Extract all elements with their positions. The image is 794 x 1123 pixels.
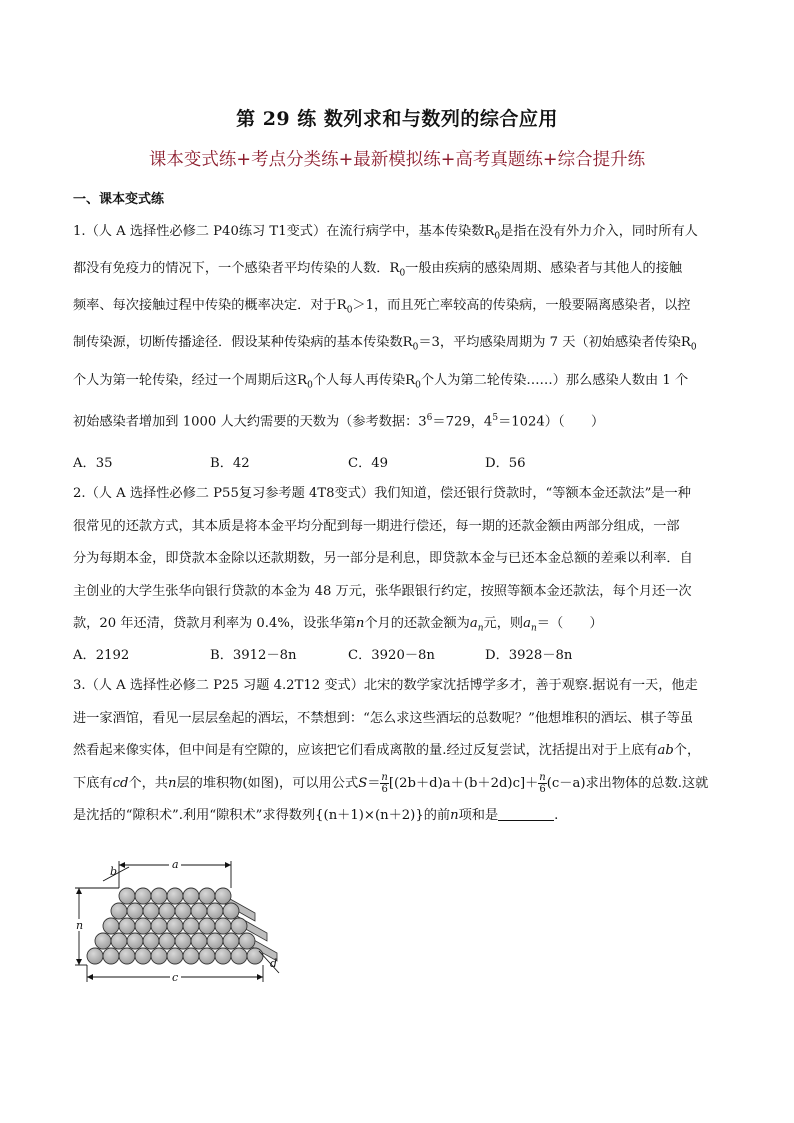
option-b[interactable]: B．42 bbox=[210, 456, 250, 471]
q1-line: 1.（人 A 选择性必修二 P40练习 T1变式）在流行病学中，基本传染数$R_0$是指在没有外力介入，同时所有人 bbox=[73, 224, 698, 242]
label-a: a bbox=[172, 858, 179, 871]
formula: [(2b＋d)a＋(b＋2d)c]＋ bbox=[388, 775, 539, 791]
question-3 bbox=[73, 670, 725, 833]
stack-figure bbox=[73, 855, 288, 985]
q2-line: 很常见的还款方式，其本质是将本金平均分配到每一期进行偿还，每一期的还款金额由两部分组成，一部 bbox=[73, 518, 680, 534]
q1-line: 个人为第一轮传染，经过一个周期后这$R_0$个人每人再传染$R_0$个人为第二轮传染……）那么感染人数由 1 个 bbox=[73, 372, 689, 391]
option-d[interactable]: D．56 bbox=[485, 456, 526, 471]
formula-s: S bbox=[358, 775, 368, 791]
option-c[interactable]: C．49 bbox=[348, 456, 389, 471]
q1-line: 制传染源，切断传播途径．假设某种传染病的基本传染数$R_0=3$，平均感染周期为 7 天（初始感染者传染$R_0$ bbox=[73, 335, 697, 354]
q1-line: 都没有免疫力的情况下，一个感染者平均传染的人数．$R_0$一般由疾病的感染周期、感染者与其他人的接触 bbox=[73, 261, 683, 279]
q1-line: 初始感染者增加到 1000 人大约需要的天数为（参考数据：$3^6=729$，$4^5=1024$）（ ） bbox=[73, 412, 605, 430]
answer-blank[interactable] bbox=[498, 806, 554, 821]
label-n: n bbox=[76, 919, 84, 932]
fraction: $\frac{n}{6}$ bbox=[539, 771, 546, 795]
q2-options bbox=[73, 644, 733, 664]
q2-line: 主创业的大学生张华向银行贷款的本金为 48 万元，张华跟银行约定，按照等额本金还款法，每个月还一次 bbox=[73, 583, 692, 599]
q3-line: 然看起来像实体，但中间是有空隙的，应该把它们看成离散的量.经过反复尝试，沈括提出对于上底有ab个， bbox=[73, 743, 701, 758]
question-2 bbox=[73, 478, 725, 645]
question-1 bbox=[73, 216, 725, 439]
section-heading: 一、课本变式练 bbox=[73, 192, 165, 207]
option-a[interactable]: A．35 bbox=[73, 456, 113, 471]
cylinders bbox=[87, 888, 263, 964]
q2-line: 2.（人 A 选择性必修二 P55复习参考题 4T8变式）我们知道，偿还银行贷款时，“等额本金还款法”是一种 bbox=[73, 486, 691, 501]
label-c: c bbox=[172, 971, 179, 984]
q1-line: 频率、每次接触过程中传染的概率决定．对于$R_0>1$，而且死亡率较高的传染病，一般要隔离感染者，以控 bbox=[73, 298, 691, 316]
q3-line: 是沈括的“隙积术”.利用“隙积术”求得数列{(n＋1)×(n＋2)}的前n项和是 . bbox=[73, 808, 559, 823]
stack-diagram bbox=[73, 855, 288, 985]
option-b[interactable]: B．3912－8n bbox=[210, 648, 297, 663]
q2-line: 分为每期本金，即贷款本金除以还款期数，另一部分是利息，即贷款本金与已还本金总额的差乘以利率．自 bbox=[73, 551, 693, 566]
q3-line: 进一家酒馆，看见一层层垒起的酒坛，不禁想到：“怎么求这些酒坛的总数呢？”他想堆积的酒坛、棋子等虽 bbox=[73, 710, 694, 726]
q3-line: 下底有cd个，共n层的堆积物(如图)，可以用公式S＝ $\frac{n}{6}$ [(2b＋d)a＋(b＋2d)c]＋ $\frac{n}{6}$ (c－a)求出物体的总数.这就 bbox=[73, 771, 709, 795]
label-d: d bbox=[270, 957, 278, 970]
q2-line: 款，20 年还清，贷款月利率为 0.4%，设张华第n个月的还款金额为$a_n$元，则$a_n=$（ ） bbox=[73, 616, 603, 634]
q3-line: 3.（人 A 选择性必修二 P25 习题 4.2T12 变式）北宋的数学家沈括博学多才，善于观察.据说有一天，他走 bbox=[73, 678, 698, 693]
option-c[interactable]: C．3920－8n bbox=[348, 648, 435, 663]
option-a[interactable]: A．2192 bbox=[73, 648, 130, 663]
q1-options bbox=[73, 452, 733, 472]
page-subtitle: 课本变式练+考点分类练+最新模拟练+高考真题练+综合提升练 bbox=[148, 150, 646, 170]
option-d[interactable]: D．3928－8n bbox=[485, 648, 573, 663]
page-title: 第 29 练 数列求和与数列的综合应用 bbox=[236, 108, 558, 130]
fraction: $\frac{n}{6}$ bbox=[381, 771, 388, 795]
label-b: b bbox=[110, 865, 118, 878]
